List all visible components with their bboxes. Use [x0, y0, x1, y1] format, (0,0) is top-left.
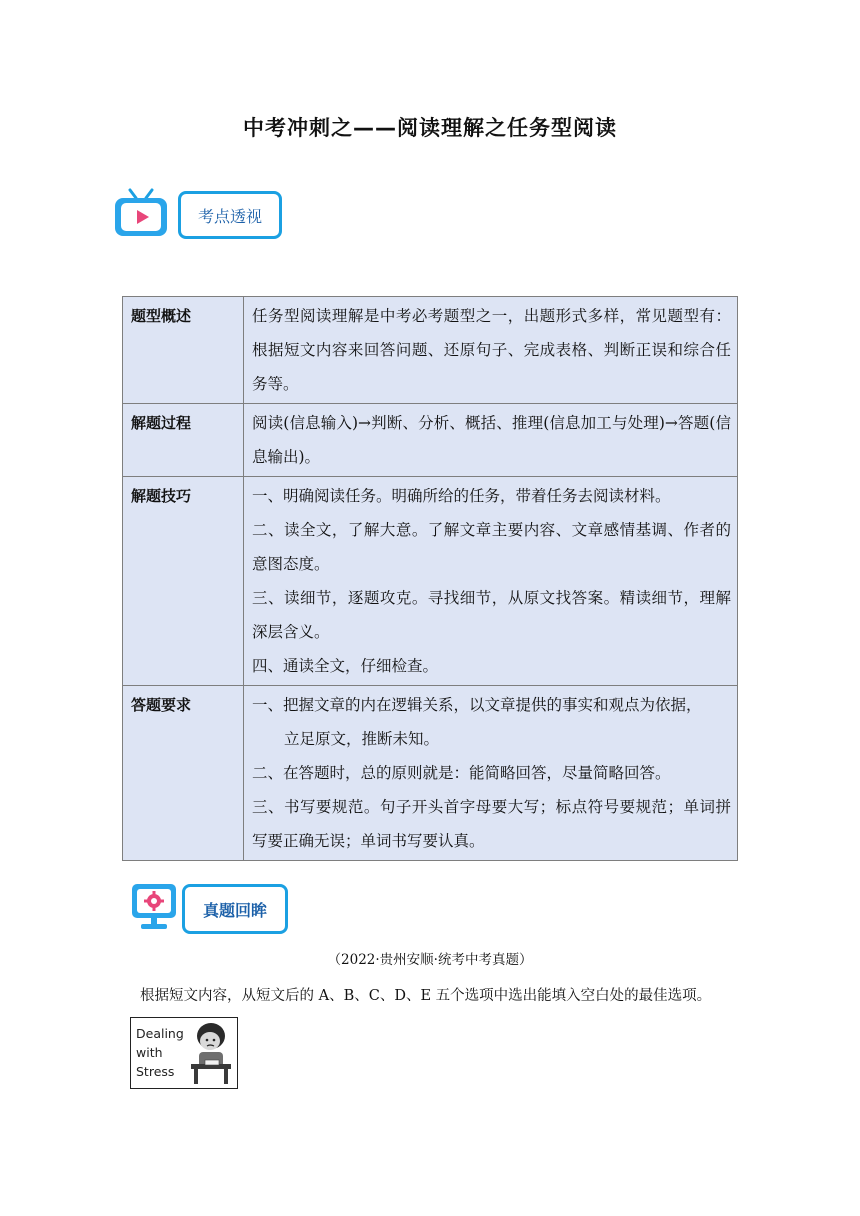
content-line: 立足原文，推断未知。	[284, 730, 440, 748]
table-row	[123, 404, 738, 477]
row-header: 解题过程	[123, 404, 244, 477]
page-title: 中考冲刺之——阅读理解之任务型阅读	[243, 116, 617, 140]
content-line: 二、读全文，了解大意。了解文章主要内容、文章感情基调、作者的意图态度。	[252, 521, 731, 573]
table-row	[123, 297, 738, 404]
caption-line: with	[136, 1045, 163, 1060]
content-line: 三、书写要规范。句子开头首字母要大写；标点符号要规范；单词拼写要正确无误；单词书写要认真。	[252, 798, 731, 850]
stressed-student-icon	[185, 1020, 235, 1086]
content-line: 阅读(信息输入)→判断、分析、概括、推理(信息加工与处理)→答题(信息输出)。	[252, 414, 731, 466]
summary-table	[122, 296, 738, 861]
content-line: 三、读细节，逐题攻克。寻找细节，从原文找答案。精读细节，理解深层含义。	[252, 589, 731, 641]
content-line: 四、通读全文，仔细检查。	[252, 657, 439, 675]
row-header: 解题技巧	[123, 477, 244, 686]
content-line: 任务型阅读理解是中考必考题型之一，出题形式多样，常见题型有：根据短文内容来回答问题、还原句子、完成表格、判断正误和综合任务等。	[252, 307, 731, 393]
section-header-zhenti	[130, 882, 288, 936]
table-row	[123, 477, 738, 686]
exam-instruction: 根据短文内容，从短文后的 A、B、C、D、E 五个选项中选出能填入空白处的最佳选项。	[140, 988, 712, 1004]
exam-source: （2022·贵州安顺·统考中考真题）	[327, 952, 533, 968]
content-line: 二、在答题时，总的原则就是：能简略回答，尽量简略回答。	[252, 764, 671, 782]
row-header: 题型概述	[123, 297, 244, 404]
section-header-kaodian	[112, 186, 282, 244]
row-content	[244, 297, 738, 404]
section-label-kaodian: 考点透视	[178, 191, 282, 239]
table-row	[123, 686, 738, 861]
illustration-caption	[136, 1024, 184, 1081]
passage-illustration	[130, 1017, 238, 1089]
row-content	[244, 686, 738, 861]
row-content	[244, 477, 738, 686]
tv-play-icon	[112, 186, 170, 244]
caption-line: Dealing	[136, 1026, 184, 1041]
monitor-gear-icon	[130, 882, 178, 936]
row-content	[244, 404, 738, 477]
content-line: 一、明确阅读任务。明确所给的任务，带着任务去阅读材料。	[252, 487, 671, 505]
caption-line: Stress	[136, 1064, 175, 1079]
row-header: 答题要求	[123, 686, 244, 861]
section-label-zhenti: 真题回眸	[182, 884, 288, 934]
content-line: 一、把握文章的内在逻辑关系，以文章提供的事实和观点为依据，	[252, 696, 702, 714]
